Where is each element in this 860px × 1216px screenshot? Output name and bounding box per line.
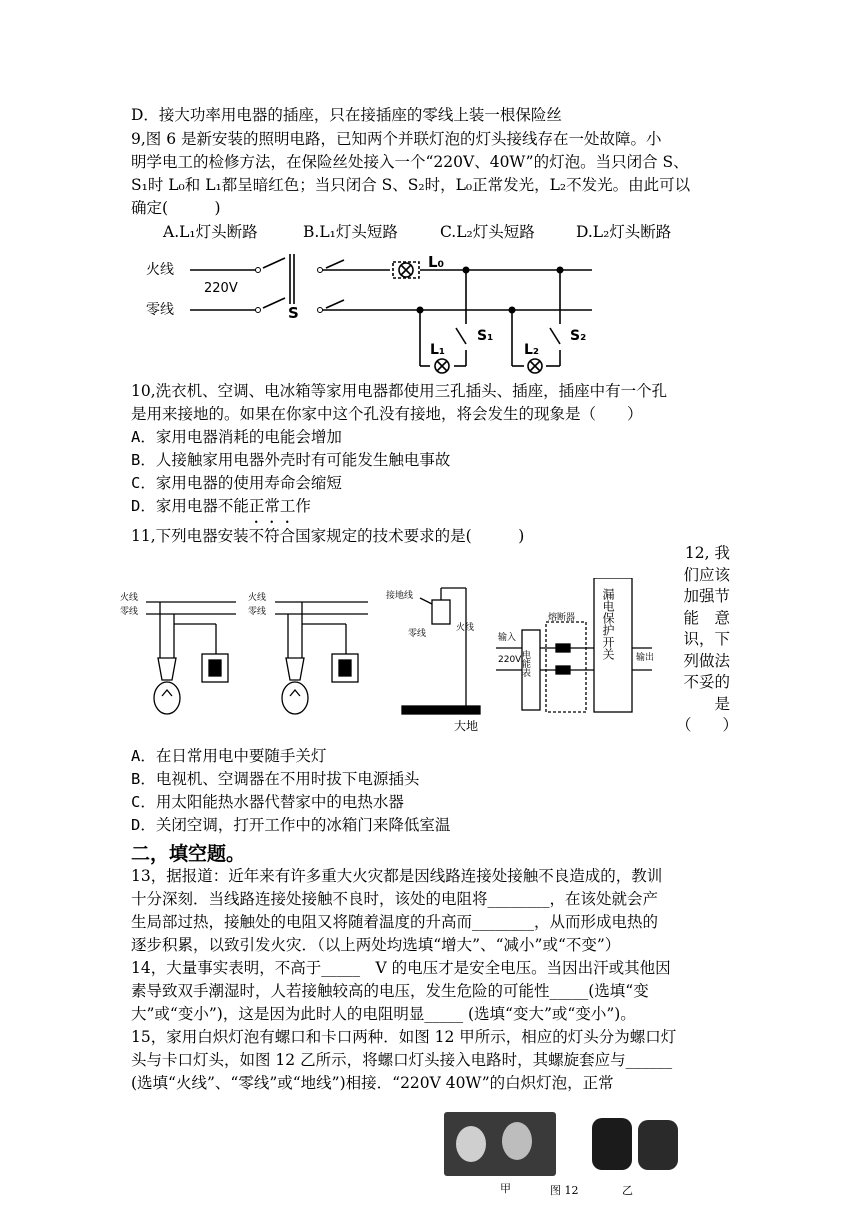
q15-line: (选填“火线”、“零线”或“地线”)相接．“220V 40W”的白炽灯泡，正常 (131, 1074, 614, 1092)
q11-d-output: 输出 (636, 653, 655, 663)
q9-line2: 明学电工的检修方法，在保险丝处接入一个“220V、40W”的灯泡。当只闭合 S、 (131, 153, 689, 171)
q9-label-s2: S₂ (570, 328, 587, 344)
q11-diagrams (120, 578, 670, 738)
q15-line: 15，家用白炽灯泡有螺口和卡口两种．如图 12 甲所示，相应的灯头分为螺口灯 (131, 1028, 677, 1046)
q10-option-c: C．家用电器的使用寿命会缩短 (131, 474, 342, 492)
q11-c-neutral: 零线 (408, 629, 427, 639)
q9-label-l0: L₀ (428, 253, 445, 271)
q12-side-line: 们应该 (683, 565, 730, 584)
q11-b-neutral: 零线 (248, 607, 267, 617)
q9-line1: 9,图 6 是新安装的照明电路，已知两个并联灯泡的灯头接线存在一处故障。小 (131, 130, 662, 148)
q13-line: 13，据报道：近年来有许多重大火灾都是因线路连接处接触不良造成的，教训 (131, 867, 663, 885)
q15-line: 头与卡口灯头，如图 12 乙所示，将螺口灯头接入电路时，其螺旋套应与______ (131, 1051, 673, 1069)
q11-d-fuse: 熔断器 (548, 613, 576, 623)
q14-line: 大”或“变小”)，这是因为此时人的电阻明显_____ (选填“变大”或“变小”)。 (131, 1005, 636, 1023)
q9-circuit-diagram (140, 246, 600, 376)
q11-prefix: 11,下列电器安装 (131, 527, 249, 545)
q8-option-d: D．接大功率用电器的插座，只在接插座的零线上装一根保险丝 (131, 106, 562, 124)
figure12-photo-right (592, 1112, 682, 1176)
q9-option-c: C.L₂灯头短路 (440, 223, 535, 241)
q9-label-l2: L₂ (524, 342, 540, 358)
q11-c-ground: 大地 (454, 719, 479, 733)
q12-side-line: 加强节 (683, 587, 730, 605)
q9-label-l1: L₁ (430, 342, 446, 358)
q12-side-line: 列做法 (683, 651, 730, 670)
q11-emphasis: 不符合 (248, 527, 296, 545)
q9-label-s1: S₁ (477, 328, 494, 344)
q12-option-b: B．电视机、空调器在不用时拔下电源插头 (131, 770, 420, 788)
q12-side-text (676, 543, 739, 737)
q9-label-voltage: 220V (204, 281, 238, 296)
q11-c-ground-wire: 接地线 (386, 591, 414, 601)
q11-suffix: 国家规定的技术要求的是( ) (295, 527, 525, 545)
q12-option-a: A．在日常用电中要随手关灯 (131, 747, 327, 765)
bulb-socket-icon (502, 1122, 532, 1160)
q9-label-live: 火线 (146, 262, 174, 278)
q13-line: 十分深刻．当线路连接处接触不良时，该处的电阻将________，在该处就会产 (131, 890, 659, 908)
q12-side-line: 能 意 (683, 608, 730, 627)
q9-label-switch-main: S (288, 304, 299, 322)
q10-line1: 10,洗衣机、空调、电冰箱等家用电器都使用三孔插头、插座，插座中有一个孔 (131, 382, 668, 400)
q12-side-line: 12, 我 (684, 544, 730, 562)
q9-line4: 确定( ) (131, 199, 221, 217)
q11-d-input: 输入 (498, 633, 517, 643)
q14-line: 素导致双手潮湿时，人若接触较高的电压，发生危险的可能性_____(选填“变 (131, 982, 649, 1000)
lamp-holder-icon (638, 1120, 678, 1170)
q9-line3: S₁时 L₀和 L₁都呈暗红色；当只闭合 S、S₂时，L₀正常发光，L₂不发光。由此可以 (131, 176, 691, 194)
figure12 (444, 1112, 684, 1204)
lamp-holder-icon (592, 1118, 632, 1170)
q11-a-live: 火线 (120, 593, 139, 603)
q12-side-line: 不妥的 (683, 673, 730, 691)
q12-option-d: D．关闭空调，打开工作中的冰箱门来降低室温 (131, 816, 451, 834)
q11-b-live: 火线 (248, 593, 267, 603)
q12-side-line: 识，下 (683, 630, 730, 648)
q11-d-breaker: 漏电保护开关 (601, 588, 615, 660)
bulb-socket-icon (456, 1126, 486, 1162)
q11-a-neutral: 零线 (120, 607, 139, 617)
q11-question (131, 518, 524, 547)
q11-c-live: 火线 (456, 623, 475, 633)
q9-option-d: D.L₂灯头断路 (576, 223, 672, 241)
q12-option-c: C．用太阳能热水器代替家中的电热水器 (131, 793, 404, 811)
q12-side-line: （ ） (676, 716, 739, 734)
q10-line2: 是用来接地的。如果在你家中这个孔没有接地，将会发生的现象是（ ） (131, 405, 643, 423)
q11-d-meter: 电能表 (520, 650, 530, 677)
figure12-left-label: 甲 (500, 1182, 511, 1195)
q13-line: 逐步积累，以致引发火灾．（以上两处均选填“增大”、“减小”或“不变”） (131, 936, 621, 954)
q10-option-b: B．人接触家用电器外壳时有可能发生触电事故 (131, 451, 451, 469)
q12-side-line: 是 (714, 694, 730, 713)
section-title-fill-blank: 二，填空题。 (131, 843, 246, 865)
q9-label-neutral: 零线 (146, 302, 174, 318)
figure12-right-label: 乙 (622, 1184, 633, 1197)
q9-option-b: B.L₁灯头短路 (303, 223, 398, 241)
q14-line: 14，大量事实表明，不高于_____ V 的电压才是安全电压。当因出汗或其他因 (131, 959, 671, 977)
figure12-photo-left (444, 1112, 556, 1176)
q10-option-d: D．家用电器不能正常工作 (131, 497, 311, 515)
q11-d-voltage: 220V (498, 655, 522, 665)
q13-line: 生局部过热，接触处的电阻又将随着温度的升高而________，从而形成电热的 (131, 913, 659, 931)
figure12-caption: 图 12 (550, 1184, 579, 1197)
q9-option-a: A.L₁灯头断路 (163, 223, 258, 241)
q10-option-a: A．家用电器消耗的电能会增加 (131, 428, 342, 446)
